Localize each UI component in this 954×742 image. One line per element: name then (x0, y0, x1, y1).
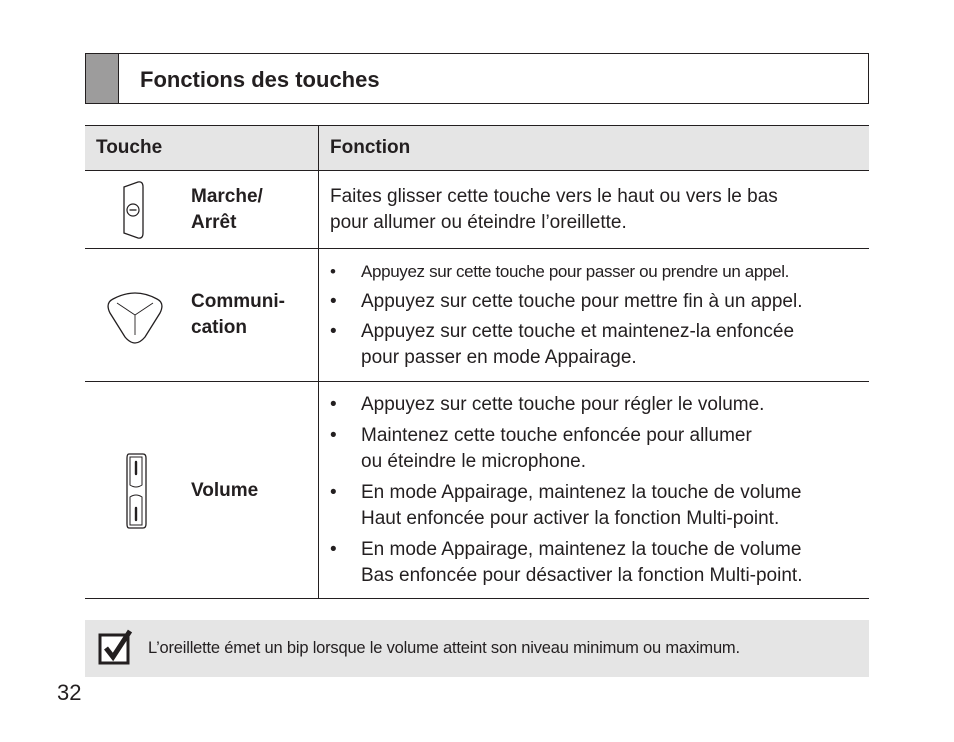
bullet-text: Appuyez sur cette touche pour mettre fin à un appel. (361, 291, 803, 312)
bullet-text: • En mode Appairage, maintenez la touche de volume (361, 481, 802, 503)
table-row (85, 171, 869, 249)
table-header-row (85, 126, 869, 171)
header-key: Touche (85, 126, 319, 171)
power-switch-icon (121, 181, 147, 239)
bullet-text: • Maintenez cette touche enfoncée pour allumer (361, 424, 752, 446)
volume-key-icon (125, 452, 149, 530)
key-label-power (191, 184, 263, 236)
function-cell-talk (319, 249, 870, 382)
talk-button-icon (105, 289, 165, 345)
bullet-text: Bas enfoncée pour désactiver la fonction Multi-point. (361, 564, 803, 586)
function-cell-power (319, 171, 870, 249)
list-item (330, 259, 869, 285)
key-label-talk (191, 289, 285, 341)
bullet-text: ou éteindre le microphone. (361, 450, 586, 472)
key-label-line: Volume (191, 480, 259, 501)
keys-table (85, 125, 869, 599)
key-cell-talk (85, 249, 319, 382)
function-text-line: Faites glisser cette touche vers le haut ou vers le bas (330, 185, 778, 207)
key-cell-power (85, 171, 319, 249)
bullet-text: Haut enfoncée pour activer la fonction Multi-point. (361, 507, 780, 529)
bullet-text: Appuyez sur cette touche pour régler le volume. (361, 393, 765, 415)
bullet-text: • En mode Appairage, maintenez la touche de volume (361, 538, 802, 560)
section-heading (85, 53, 869, 104)
list-item (330, 480, 869, 532)
key-label-volume (191, 478, 258, 504)
function-text-line: pour allumer ou éteindre l’oreillette. (330, 211, 627, 233)
header-function: Fonction (319, 126, 870, 171)
bullet-text: • Appuyez sur cette touche et maintenez-la enfoncée (361, 321, 795, 342)
list-item (330, 319, 869, 371)
list-item (330, 537, 869, 589)
key-label-line: Marche/ (191, 186, 263, 207)
function-bullets (319, 392, 869, 589)
list-item (330, 423, 869, 475)
bullet-text: Appuyez sur cette touche pour passer ou prendre un appel. (361, 262, 790, 281)
table-row (85, 382, 869, 599)
note-box (85, 620, 869, 677)
page-number: 32 (57, 680, 82, 705)
table-row (85, 249, 869, 382)
list-item (330, 289, 869, 315)
key-label-line: Arrêt (191, 212, 237, 233)
bullet-text: pour passer en mode Appairage. (361, 347, 637, 368)
function-cell-volume (319, 382, 870, 599)
function-text (319, 184, 869, 236)
key-label-line: Communi- (191, 291, 285, 312)
section-title: Fonctions des touches (140, 67, 380, 92)
heading-marker (86, 54, 119, 103)
key-label-line: cation (191, 317, 247, 338)
function-bullets (319, 259, 869, 371)
key-cell-volume (85, 382, 319, 599)
note-text: L’oreillette émet un bip lorsque le volume atteint son niveau minimum ou maximum. (148, 639, 740, 657)
checkbox-checked-icon (97, 628, 137, 668)
list-item (330, 392, 869, 418)
